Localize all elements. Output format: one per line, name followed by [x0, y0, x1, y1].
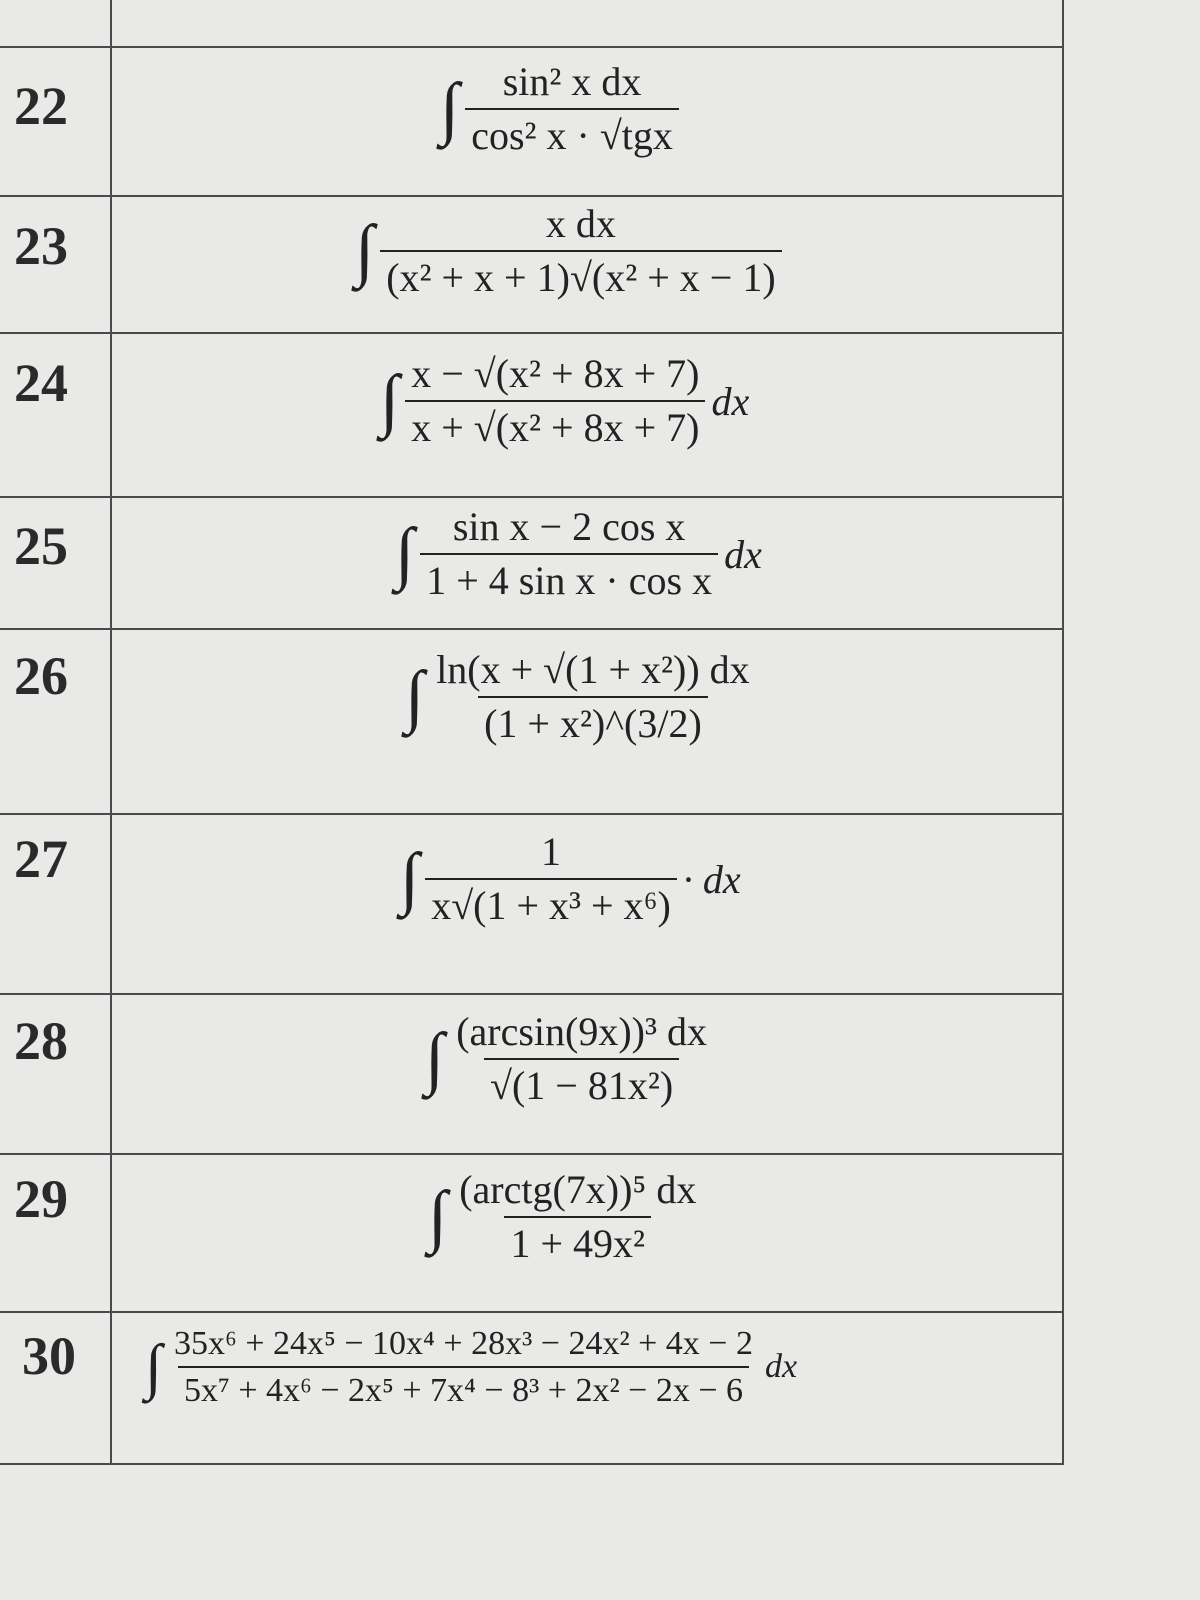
- problem-number: 24: [14, 353, 68, 413]
- problem-number: 23: [14, 216, 68, 276]
- numerator: ln(x + √(1 + x²)) dx: [436, 647, 750, 692]
- numerator: (arcsin(9x))³ dx: [456, 1009, 707, 1054]
- table-right-border: [1062, 0, 1064, 1465]
- row-divider: [0, 993, 1064, 995]
- denominator: 1 + 4 sin x · cos x: [420, 553, 718, 603]
- row-divider: [0, 1311, 1064, 1313]
- numerator: 35x⁶ + 24x⁵ − 10x⁴ + 28x³ − 24x² + 4x − 2: [173, 1325, 753, 1362]
- numerator: (arctg(7x))⁵ dx: [459, 1167, 697, 1212]
- integral-formula: [440, 60, 685, 158]
- integral-formula: [405, 648, 762, 746]
- integral-formula: [428, 1168, 708, 1266]
- problem-number: 28: [14, 1011, 68, 1071]
- integral-sign: ∫: [405, 658, 425, 735]
- fraction: [380, 202, 781, 300]
- denominator: x + √(x² + 8x + 7): [405, 400, 705, 450]
- row-divider: [0, 813, 1064, 815]
- problem-number: 27: [14, 829, 68, 889]
- integral-sign: ∫: [145, 1333, 162, 1402]
- differential: dx: [764, 1348, 798, 1386]
- fraction: [453, 1168, 702, 1266]
- fraction: [420, 505, 718, 603]
- problem-number: 22: [14, 76, 68, 136]
- problem-number: 26: [14, 646, 68, 706]
- integral-formula: [380, 352, 749, 450]
- row-divider: [0, 1153, 1064, 1155]
- table-bottom-border: [0, 1463, 1064, 1465]
- integral-sign: ∫: [440, 70, 460, 147]
- denominator: x√(1 + x³ + x⁶): [425, 878, 677, 928]
- fraction: [465, 60, 679, 158]
- numerator: x dx: [545, 201, 616, 246]
- fraction: [405, 352, 705, 450]
- integral-sign: ∫: [395, 515, 415, 592]
- fraction: [425, 830, 677, 928]
- integral-sign: ∫: [355, 212, 375, 289]
- row-divider: [0, 46, 1064, 48]
- column-divider: [110, 0, 112, 1465]
- numerator: 1: [541, 829, 562, 874]
- row-divider: [0, 332, 1064, 334]
- fraction: [430, 648, 755, 746]
- denominator: (x² + x + 1)√(x² + x − 1): [380, 250, 781, 300]
- integral-formula: [355, 202, 788, 300]
- denominator: (1 + x²)^(3/2): [478, 696, 708, 746]
- fraction: [168, 1325, 759, 1410]
- row-divider: [0, 195, 1064, 197]
- row-divider: [0, 496, 1064, 498]
- row-divider: [0, 628, 1064, 630]
- problem-number: 29: [14, 1169, 68, 1229]
- integral-formula: [400, 830, 741, 928]
- denominator: √(1 − 81x²): [484, 1058, 679, 1108]
- integral-sign: ∫: [425, 1020, 445, 1097]
- differential: · dx: [682, 856, 741, 902]
- problem-number: 25: [14, 516, 68, 576]
- denominator: 1 + 49x²: [504, 1216, 651, 1266]
- integral-sign: ∫: [380, 362, 400, 439]
- denominator: cos² x · √tgx: [465, 108, 679, 158]
- denominator: 5x⁷ + 4x⁶ − 2x⁵ + 7x⁴ − 8³ + 2x² − 2x − 6: [178, 1366, 749, 1409]
- integral-formula: [395, 505, 762, 603]
- integral-sign: ∫: [428, 1178, 448, 1255]
- problem-number: 30: [22, 1326, 76, 1386]
- numerator: x − √(x² + 8x + 7): [411, 351, 700, 396]
- numerator: sin x − 2 cos x: [452, 504, 686, 549]
- differential: dx: [711, 378, 750, 424]
- differential: dx: [724, 531, 762, 577]
- integral-formula: [145, 1325, 797, 1410]
- integral-sign: ∫: [400, 840, 420, 917]
- numerator: sin² x dx: [502, 59, 642, 104]
- fraction: [450, 1010, 713, 1108]
- integral-formula: [425, 1010, 719, 1108]
